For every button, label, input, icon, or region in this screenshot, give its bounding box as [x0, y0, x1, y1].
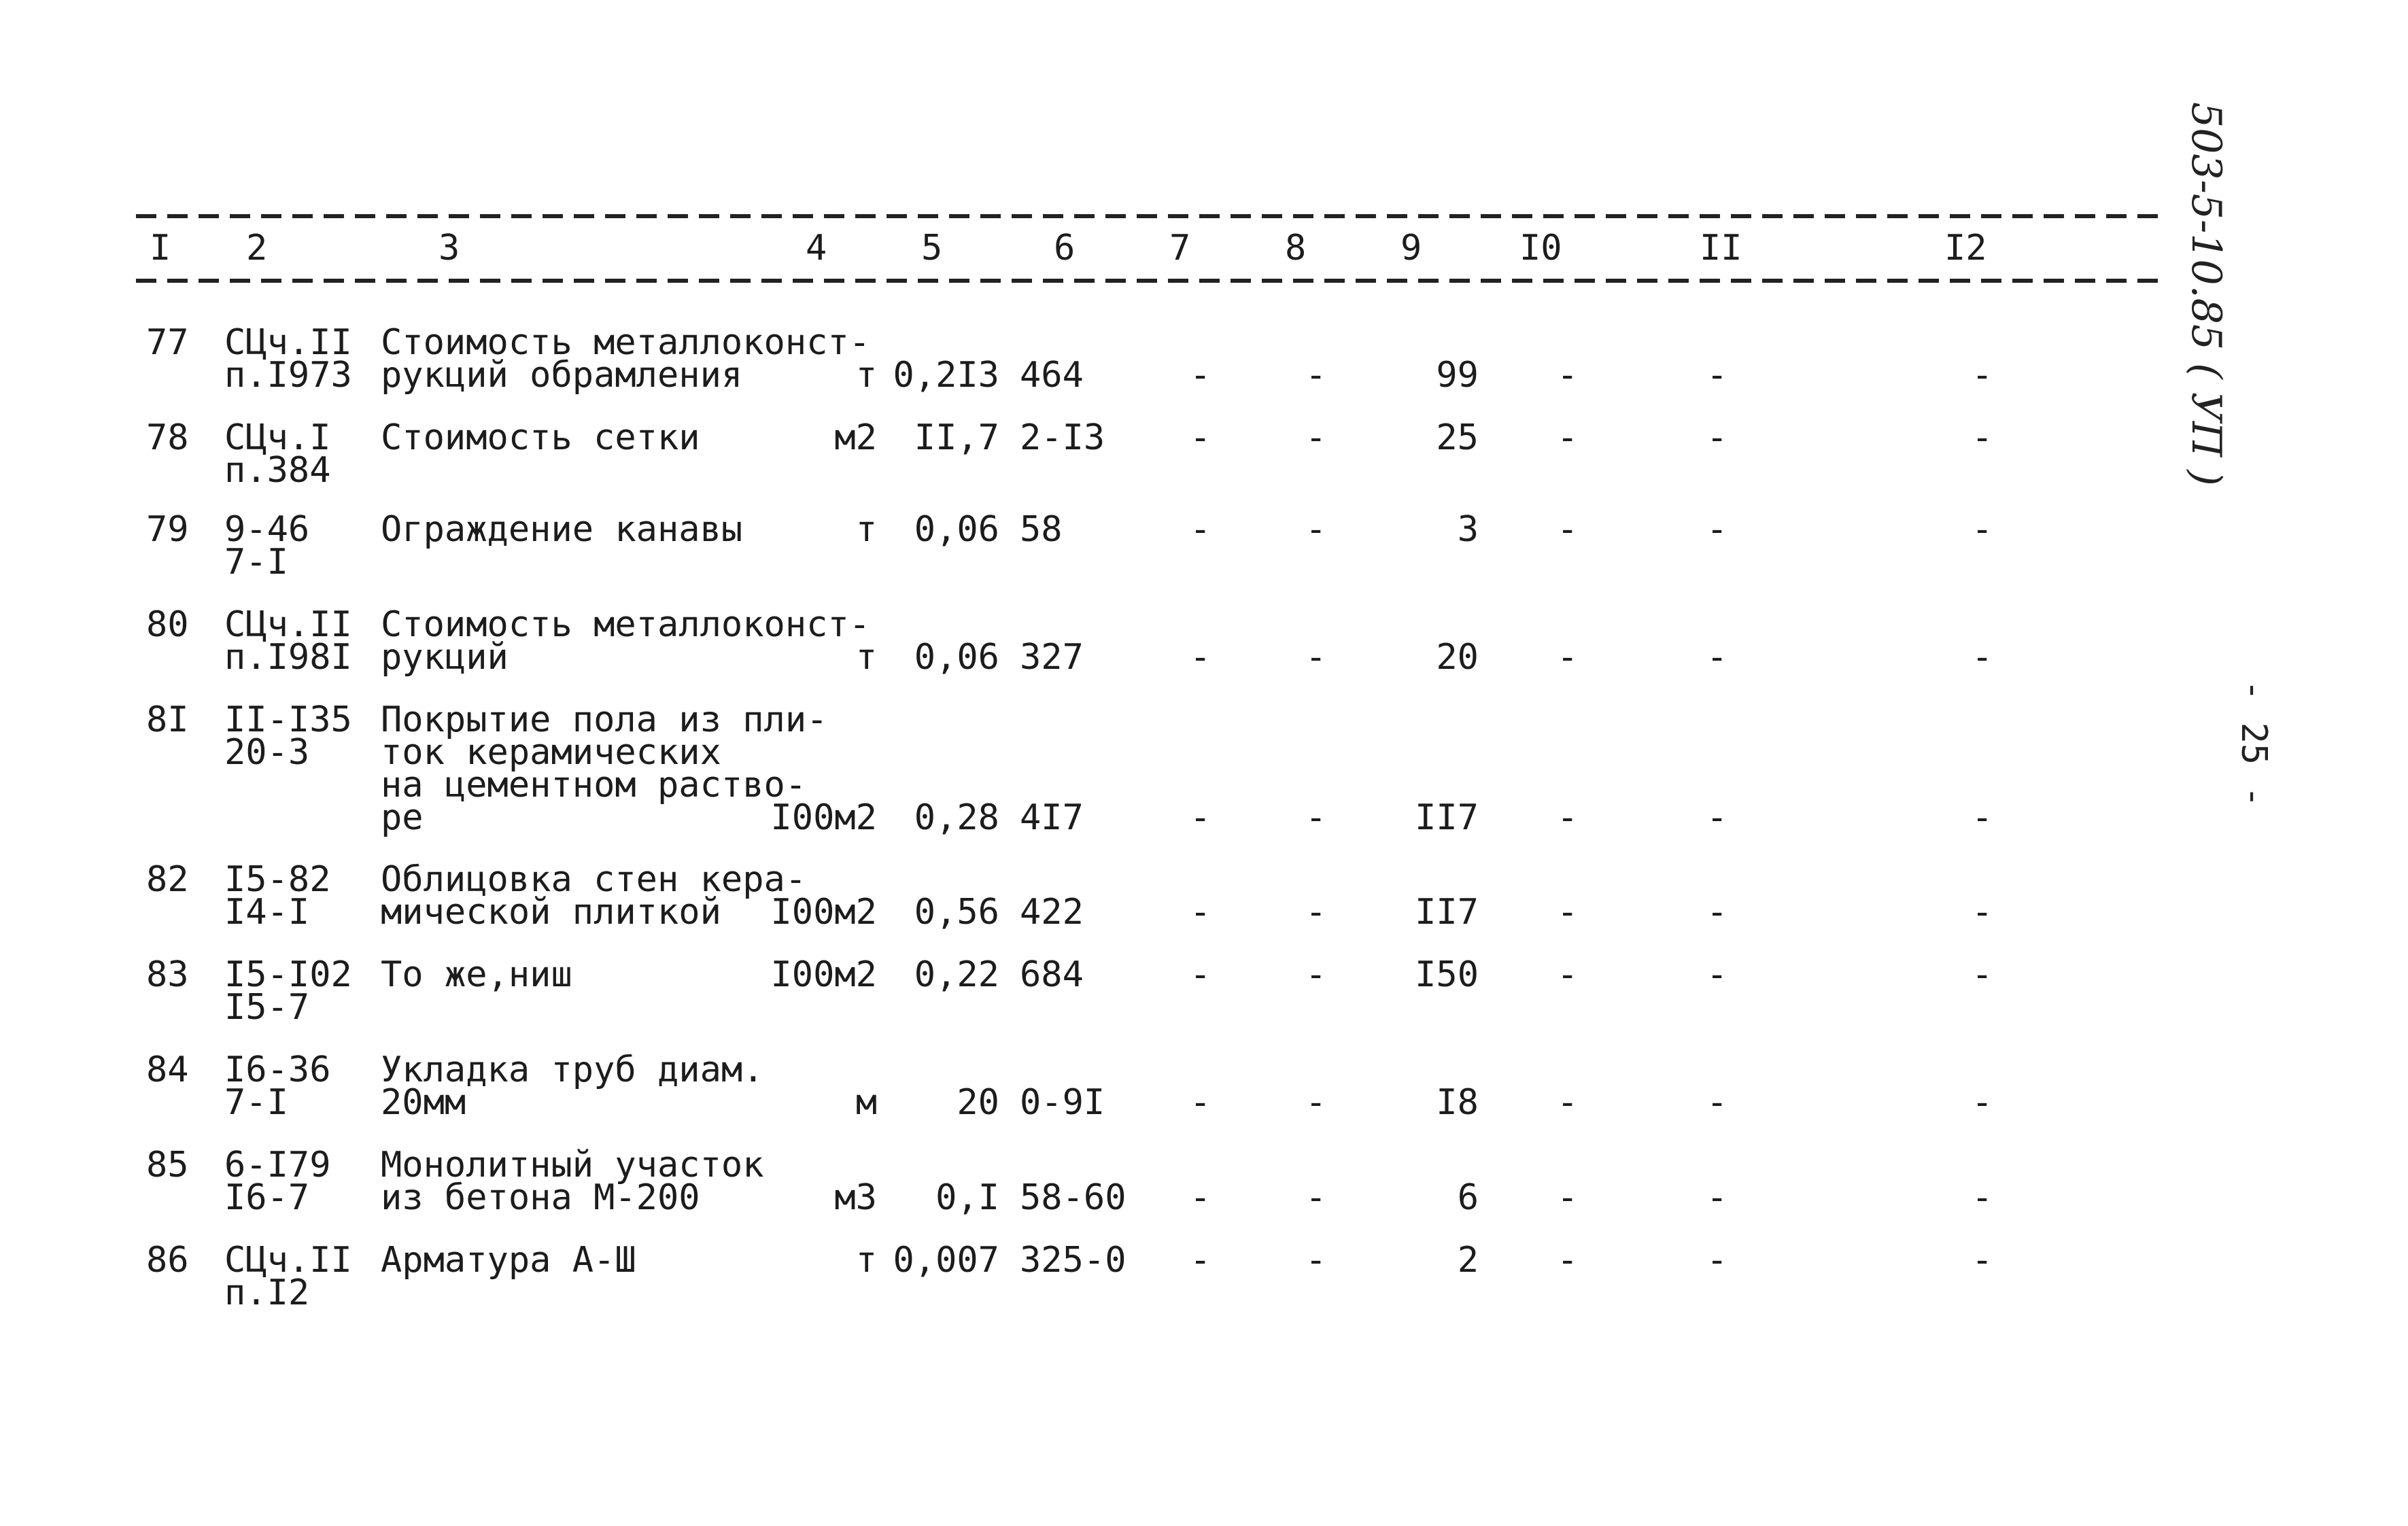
work-description-line: 20мм	[381, 1082, 466, 1123]
work-description-line: Укладка труб диам.	[381, 1050, 764, 1090]
col-8-value: -	[1305, 355, 1327, 396]
col-11-value: -	[1706, 355, 1728, 396]
col-8-value: -	[1305, 1082, 1327, 1123]
col-10-value: -	[1557, 1240, 1579, 1281]
col-7-value: -	[1190, 1177, 1211, 1218]
header-col-2: 2	[246, 228, 268, 268]
col-11-value: -	[1706, 1177, 1728, 1218]
work-description	[381, 859, 807, 933]
work-description-line: То же,ниш	[381, 954, 572, 995]
work-description-line: Арматура А-Ш	[381, 1240, 636, 1281]
rate-code-line: II-I35	[224, 699, 352, 740]
quantity: 0,007	[893, 1240, 999, 1281]
document-code-stamp: 503-5-10.85 ( УП )	[2182, 102, 2230, 486]
col-12-value: -	[1972, 637, 1993, 678]
rate-code-line: I6-7	[224, 1177, 310, 1218]
row-number: 77	[146, 322, 189, 363]
col-10-value: -	[1557, 892, 1579, 933]
header-col-10: I0	[1519, 228, 1562, 268]
col-9-value: 2	[1457, 1240, 1479, 1281]
rate-code-line: 6-I79	[224, 1145, 331, 1185]
col-9-value: 99	[1436, 355, 1479, 396]
work-description	[381, 509, 743, 550]
work-description-line: Стоимость металлоконст-	[381, 604, 871, 645]
unit-of-measure: т	[855, 1240, 877, 1281]
row-number: 86	[146, 1240, 189, 1281]
quantity: 0,2I3	[893, 355, 999, 396]
unit-of-measure: I00м2	[770, 797, 877, 838]
rate-code-line: СЦч.II	[224, 1240, 352, 1281]
row-number: 85	[146, 1145, 189, 1185]
work-description-line: мической плиткой	[381, 892, 721, 933]
col-7-value: -	[1190, 509, 1211, 550]
col-7-value: -	[1190, 355, 1211, 396]
col-12-value: -	[1972, 954, 1993, 995]
unit-price: 58-60	[1020, 1177, 1126, 1218]
rate-code	[224, 1240, 352, 1313]
col-11-value: -	[1706, 797, 1728, 838]
rate-code-line: I5-7	[224, 987, 310, 1028]
col-8-value: -	[1305, 797, 1327, 838]
col-12-value: -	[1972, 417, 1993, 458]
header-col-1: I	[150, 228, 171, 268]
work-description-line: из бетона М-200	[381, 1177, 700, 1218]
rate-code-line: п.I973	[224, 355, 352, 396]
work-description-line: ре	[381, 797, 424, 838]
col-9-value: 25	[1436, 417, 1479, 458]
row-number: 78	[146, 417, 189, 458]
col-11-value: -	[1706, 1240, 1728, 1281]
col-9-value: I50	[1415, 954, 1479, 995]
unit-price: 2-I3	[1020, 417, 1105, 458]
col-8-value: -	[1305, 509, 1327, 550]
col-7-value: -	[1190, 1240, 1211, 1281]
unit-price: 0-9I	[1020, 1082, 1105, 1123]
col-12-value: -	[1972, 892, 1993, 933]
col-7-value: -	[1190, 892, 1211, 933]
col-9-value: I8	[1436, 1082, 1479, 1123]
col-10-value: -	[1557, 1082, 1579, 1123]
col-8-value: -	[1305, 417, 1327, 458]
col-7-value: -	[1190, 797, 1211, 838]
header-col-6: 6	[1054, 228, 1076, 268]
col-9-value: 3	[1457, 509, 1479, 550]
quantity: 0,06	[914, 637, 999, 678]
rate-code	[224, 699, 352, 773]
rate-code-line: 20-3	[224, 732, 310, 773]
work-description-line: Монолитный участок	[381, 1145, 764, 1185]
rate-code-line: п.384	[224, 450, 331, 491]
col-11-value: -	[1706, 892, 1728, 933]
work-description-line: Покрытие пола из пли-	[381, 699, 828, 740]
work-description-line: Стоимость металлоконст-	[381, 322, 871, 363]
rate-code-line: п.I98I	[224, 637, 352, 678]
rate-code	[224, 954, 352, 1028]
page-number: - 25 -	[2233, 680, 2274, 808]
unit-price: 58	[1020, 509, 1063, 550]
col-10-value: -	[1557, 954, 1579, 995]
col-9-value: 20	[1436, 637, 1479, 678]
header-col-8: 8	[1285, 228, 1307, 268]
col-11-value: -	[1706, 509, 1728, 550]
quantity: 0,06	[914, 509, 999, 550]
col-9-value: 6	[1457, 1177, 1479, 1218]
row-number: 82	[146, 859, 189, 900]
header-col-12: I2	[1944, 228, 1987, 268]
work-description-line: Облицовка стен кера-	[381, 859, 807, 900]
unit-price: 327	[1020, 637, 1084, 678]
work-description	[381, 1240, 636, 1281]
col-8-value: -	[1305, 1240, 1327, 1281]
col-7-value: -	[1190, 1082, 1211, 1123]
rate-code-line: СЦч.II	[224, 604, 352, 645]
unit-of-measure: т	[855, 355, 877, 396]
work-description	[381, 417, 700, 458]
work-description	[381, 604, 871, 678]
col-12-value: -	[1972, 355, 1993, 396]
rate-code-line: п.I2	[224, 1272, 310, 1313]
rate-code-line: 9-46	[224, 509, 310, 550]
col-12-value: -	[1972, 509, 1993, 550]
col-7-value: -	[1190, 637, 1211, 678]
col-10-value: -	[1557, 509, 1579, 550]
rate-code	[224, 1145, 331, 1218]
col-11-value: -	[1706, 637, 1728, 678]
col-10-value: -	[1557, 417, 1579, 458]
work-description	[381, 322, 871, 396]
unit-of-measure: I00м2	[770, 954, 877, 995]
col-9-value: II7	[1415, 892, 1479, 933]
col-10-value: -	[1557, 637, 1579, 678]
header-col-5: 5	[921, 228, 943, 268]
header-col-9: 9	[1400, 228, 1422, 268]
rate-code-line: I6-36	[224, 1050, 331, 1090]
quantity: II,7	[914, 417, 999, 458]
row-number: 84	[146, 1050, 189, 1090]
col-8-value: -	[1305, 637, 1327, 678]
work-description	[381, 954, 572, 995]
rate-code-line: СЦч.II	[224, 322, 352, 363]
col-12-value: -	[1972, 1177, 1993, 1218]
table-header	[0, 228, 2243, 275]
quantity: 0,22	[914, 954, 999, 995]
table-header-rule	[136, 279, 2165, 283]
col-8-value: -	[1305, 954, 1327, 995]
quantity: 0,28	[914, 797, 999, 838]
rate-code	[224, 417, 331, 491]
unit-of-measure: м	[855, 1082, 877, 1123]
rate-code-line: I4-I	[224, 892, 310, 933]
col-12-value: -	[1972, 797, 1993, 838]
col-9-value: II7	[1415, 797, 1479, 838]
unit-price: 422	[1020, 892, 1084, 933]
header-col-11: II	[1700, 228, 1742, 268]
table-top-rule	[136, 214, 2165, 218]
work-description-line: на цементном раство-	[381, 765, 807, 805]
header-col-7: 7	[1169, 228, 1191, 268]
rate-code	[224, 322, 352, 396]
rate-code	[224, 604, 352, 678]
work-description-line: ток керамических	[381, 732, 721, 773]
quantity: 0,I	[935, 1177, 999, 1218]
work-description	[381, 1145, 764, 1218]
unit-of-measure: т	[855, 637, 877, 678]
header-col-4: 4	[806, 228, 827, 268]
rate-code	[224, 1050, 331, 1123]
work-description	[381, 1050, 764, 1123]
work-description-line: Ограждение канавы	[381, 509, 743, 550]
col-12-value: -	[1972, 1240, 1993, 1281]
rate-code	[224, 509, 310, 583]
col-7-value: -	[1190, 954, 1211, 995]
unit-of-measure: м3	[834, 1177, 877, 1218]
col-11-value: -	[1706, 954, 1728, 995]
col-11-value: -	[1706, 417, 1728, 458]
header-col-3: 3	[438, 228, 460, 268]
rate-code-line: СЦч.I	[224, 417, 331, 458]
quantity: 20	[957, 1082, 999, 1123]
row-number: 8I	[146, 699, 189, 740]
quantity: 0,56	[914, 892, 999, 933]
col-8-value: -	[1305, 892, 1327, 933]
rate-code	[224, 859, 331, 933]
col-10-value: -	[1557, 1177, 1579, 1218]
work-description-line: рукций обрамления	[381, 355, 743, 396]
unit-price: 4I7	[1020, 797, 1084, 838]
work-description-line: Стоимость сетки	[381, 417, 700, 458]
col-10-value: -	[1557, 355, 1579, 396]
unit-of-measure: I00м2	[770, 892, 877, 933]
col-7-value: -	[1190, 417, 1211, 458]
row-number: 79	[146, 509, 189, 550]
rate-code-line: 7-I	[224, 1082, 288, 1123]
col-8-value: -	[1305, 1177, 1327, 1218]
col-10-value: -	[1557, 797, 1579, 838]
unit-price: 464	[1020, 355, 1084, 396]
unit-price: 684	[1020, 954, 1084, 995]
row-number: 80	[146, 604, 189, 645]
rate-code-line: I5-I02	[224, 954, 352, 995]
row-number: 83	[146, 954, 189, 995]
rate-code-line: I5-82	[224, 859, 331, 900]
unit-price: 325-0	[1020, 1240, 1126, 1281]
col-11-value: -	[1706, 1082, 1728, 1123]
col-12-value: -	[1972, 1082, 1993, 1123]
unit-of-measure: м2	[834, 417, 877, 458]
unit-of-measure: т	[855, 509, 877, 550]
work-description-line: рукций	[381, 637, 509, 678]
rate-code-line: 7-I	[224, 542, 288, 583]
